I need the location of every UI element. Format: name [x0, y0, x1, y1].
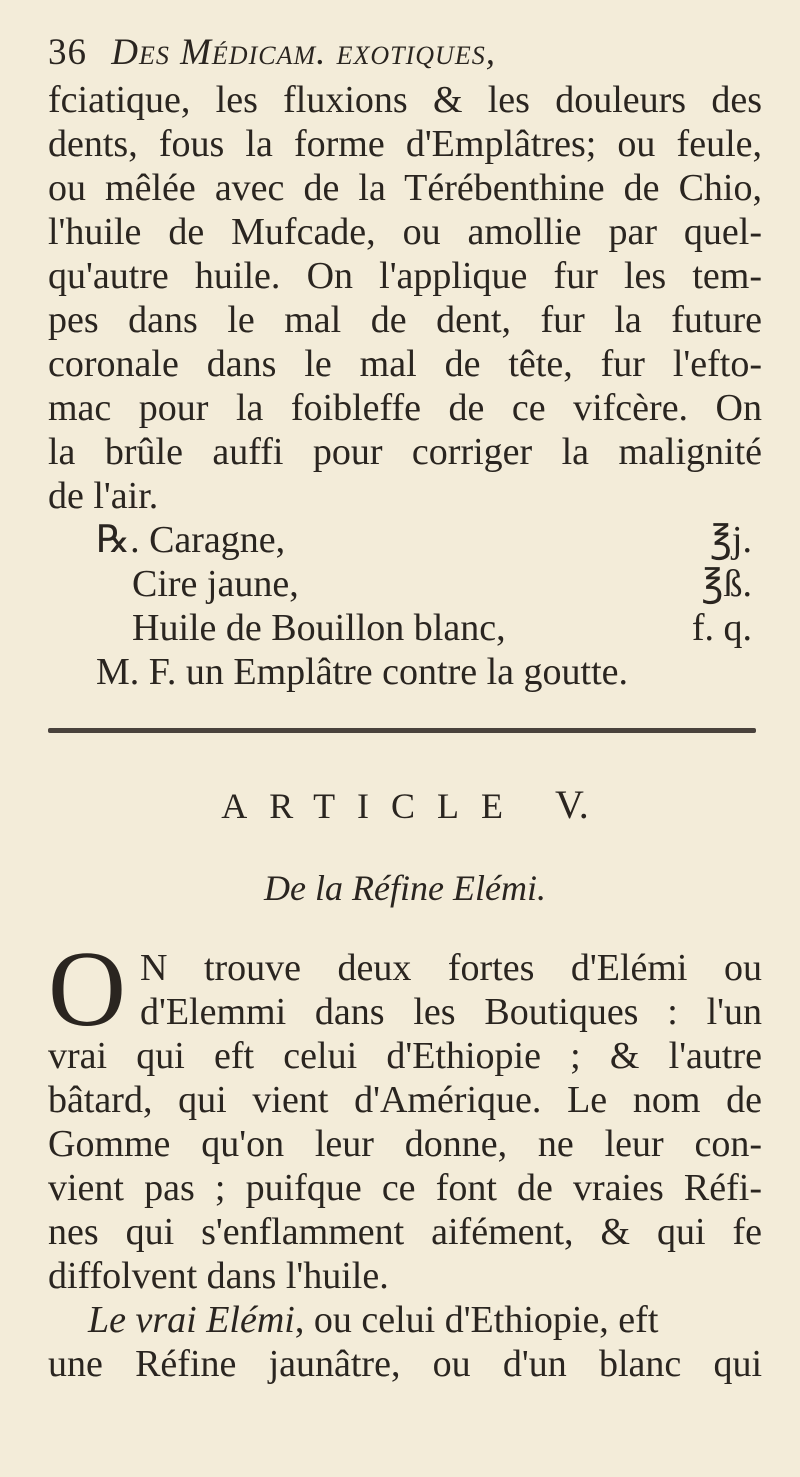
text-line: d'Elemmi dans les Boutiques : l'un: [140, 991, 762, 1033]
text-line: coronale dans le mal de tête, fur l'efto-: [48, 343, 762, 385]
text-line: fciatique, les fluxions & les douleurs des: [48, 79, 762, 121]
text-line: vrai qui eft celui d'Ethiopie ; & l'autre: [48, 1035, 762, 1077]
article-label: ARTICLE: [221, 786, 526, 826]
recipe: [48, 518, 762, 694]
article-heading: [48, 783, 762, 828]
text-line: ou mêlée avec de la Térébenthine de Chio,: [48, 167, 762, 209]
paragraph-3: [48, 1298, 762, 1386]
recipe-item: [48, 562, 762, 606]
text-run: , ou celui d'Ethiopie, eft: [294, 1299, 659, 1341]
text-line: N trouve deux fortes d'Elémi ou: [140, 947, 762, 989]
article-number: V.: [555, 782, 589, 827]
drop-cap: O: [48, 930, 126, 1049]
page-number: 36: [48, 32, 87, 73]
text-line: nes qui s'enflamment aifément, & qui fe: [48, 1211, 762, 1253]
recipe-quantity: ℥j.: [709, 519, 752, 561]
recipe-ingredient: Cire jaune,: [132, 563, 299, 605]
text-line: qu'autre huile. On l'applique fur les tem-: [48, 255, 762, 297]
paragraph-1: [48, 78, 762, 518]
section-divider: [48, 728, 756, 733]
text-line: bâtard, qui vient d'Amérique. Le nom de: [48, 1079, 762, 1121]
recipe-instruction: M. F. un Emplâtre contre la goutte.: [96, 651, 628, 693]
recipe-item: [48, 518, 762, 562]
text-line: de l'air.: [48, 475, 159, 517]
text-line: dents, fous la forme d'Emplâtres; ou feule,: [48, 123, 762, 165]
recipe-ingredient: Huile de Bouillon blanc,: [132, 607, 506, 649]
running-title: Des Médicam. exotiques,: [111, 32, 496, 73]
text-line: pes dans le mal de dent, fur la future: [48, 299, 762, 341]
paragraph-2: [48, 930, 762, 1298]
running-header: [48, 28, 762, 78]
text-line: une Réfine jaunâtre, ou d'un blanc qui: [48, 1343, 762, 1385]
recipe-quantity: f. q.: [691, 607, 752, 649]
section-subtitle: De la Réfine Elémi.: [264, 868, 546, 908]
book-page: [48, 28, 762, 1386]
italic-lead: Le vrai Elémi: [88, 1299, 295, 1341]
text-line: l'huile de Mufcade, ou amollie par quel-: [48, 211, 762, 253]
text-line: mac pour la foibleffe de ce vifcère. On: [48, 387, 762, 429]
recipe-item: [48, 606, 762, 650]
text-line: vient pas ; puifque ce font de vraies Réfi-: [48, 1167, 762, 1209]
recipe-quantity: ℥ß.: [701, 563, 752, 605]
text-line: la brûle auffi pour corriger la malignité: [48, 431, 762, 473]
text-line: Gomme qu'on leur donne, ne leur con-: [48, 1123, 762, 1165]
text-line: diffolvent dans l'huile.: [48, 1255, 389, 1297]
text-line: [48, 1298, 762, 1342]
recipe-ingredient: ℞. Caragne,: [96, 519, 286, 561]
